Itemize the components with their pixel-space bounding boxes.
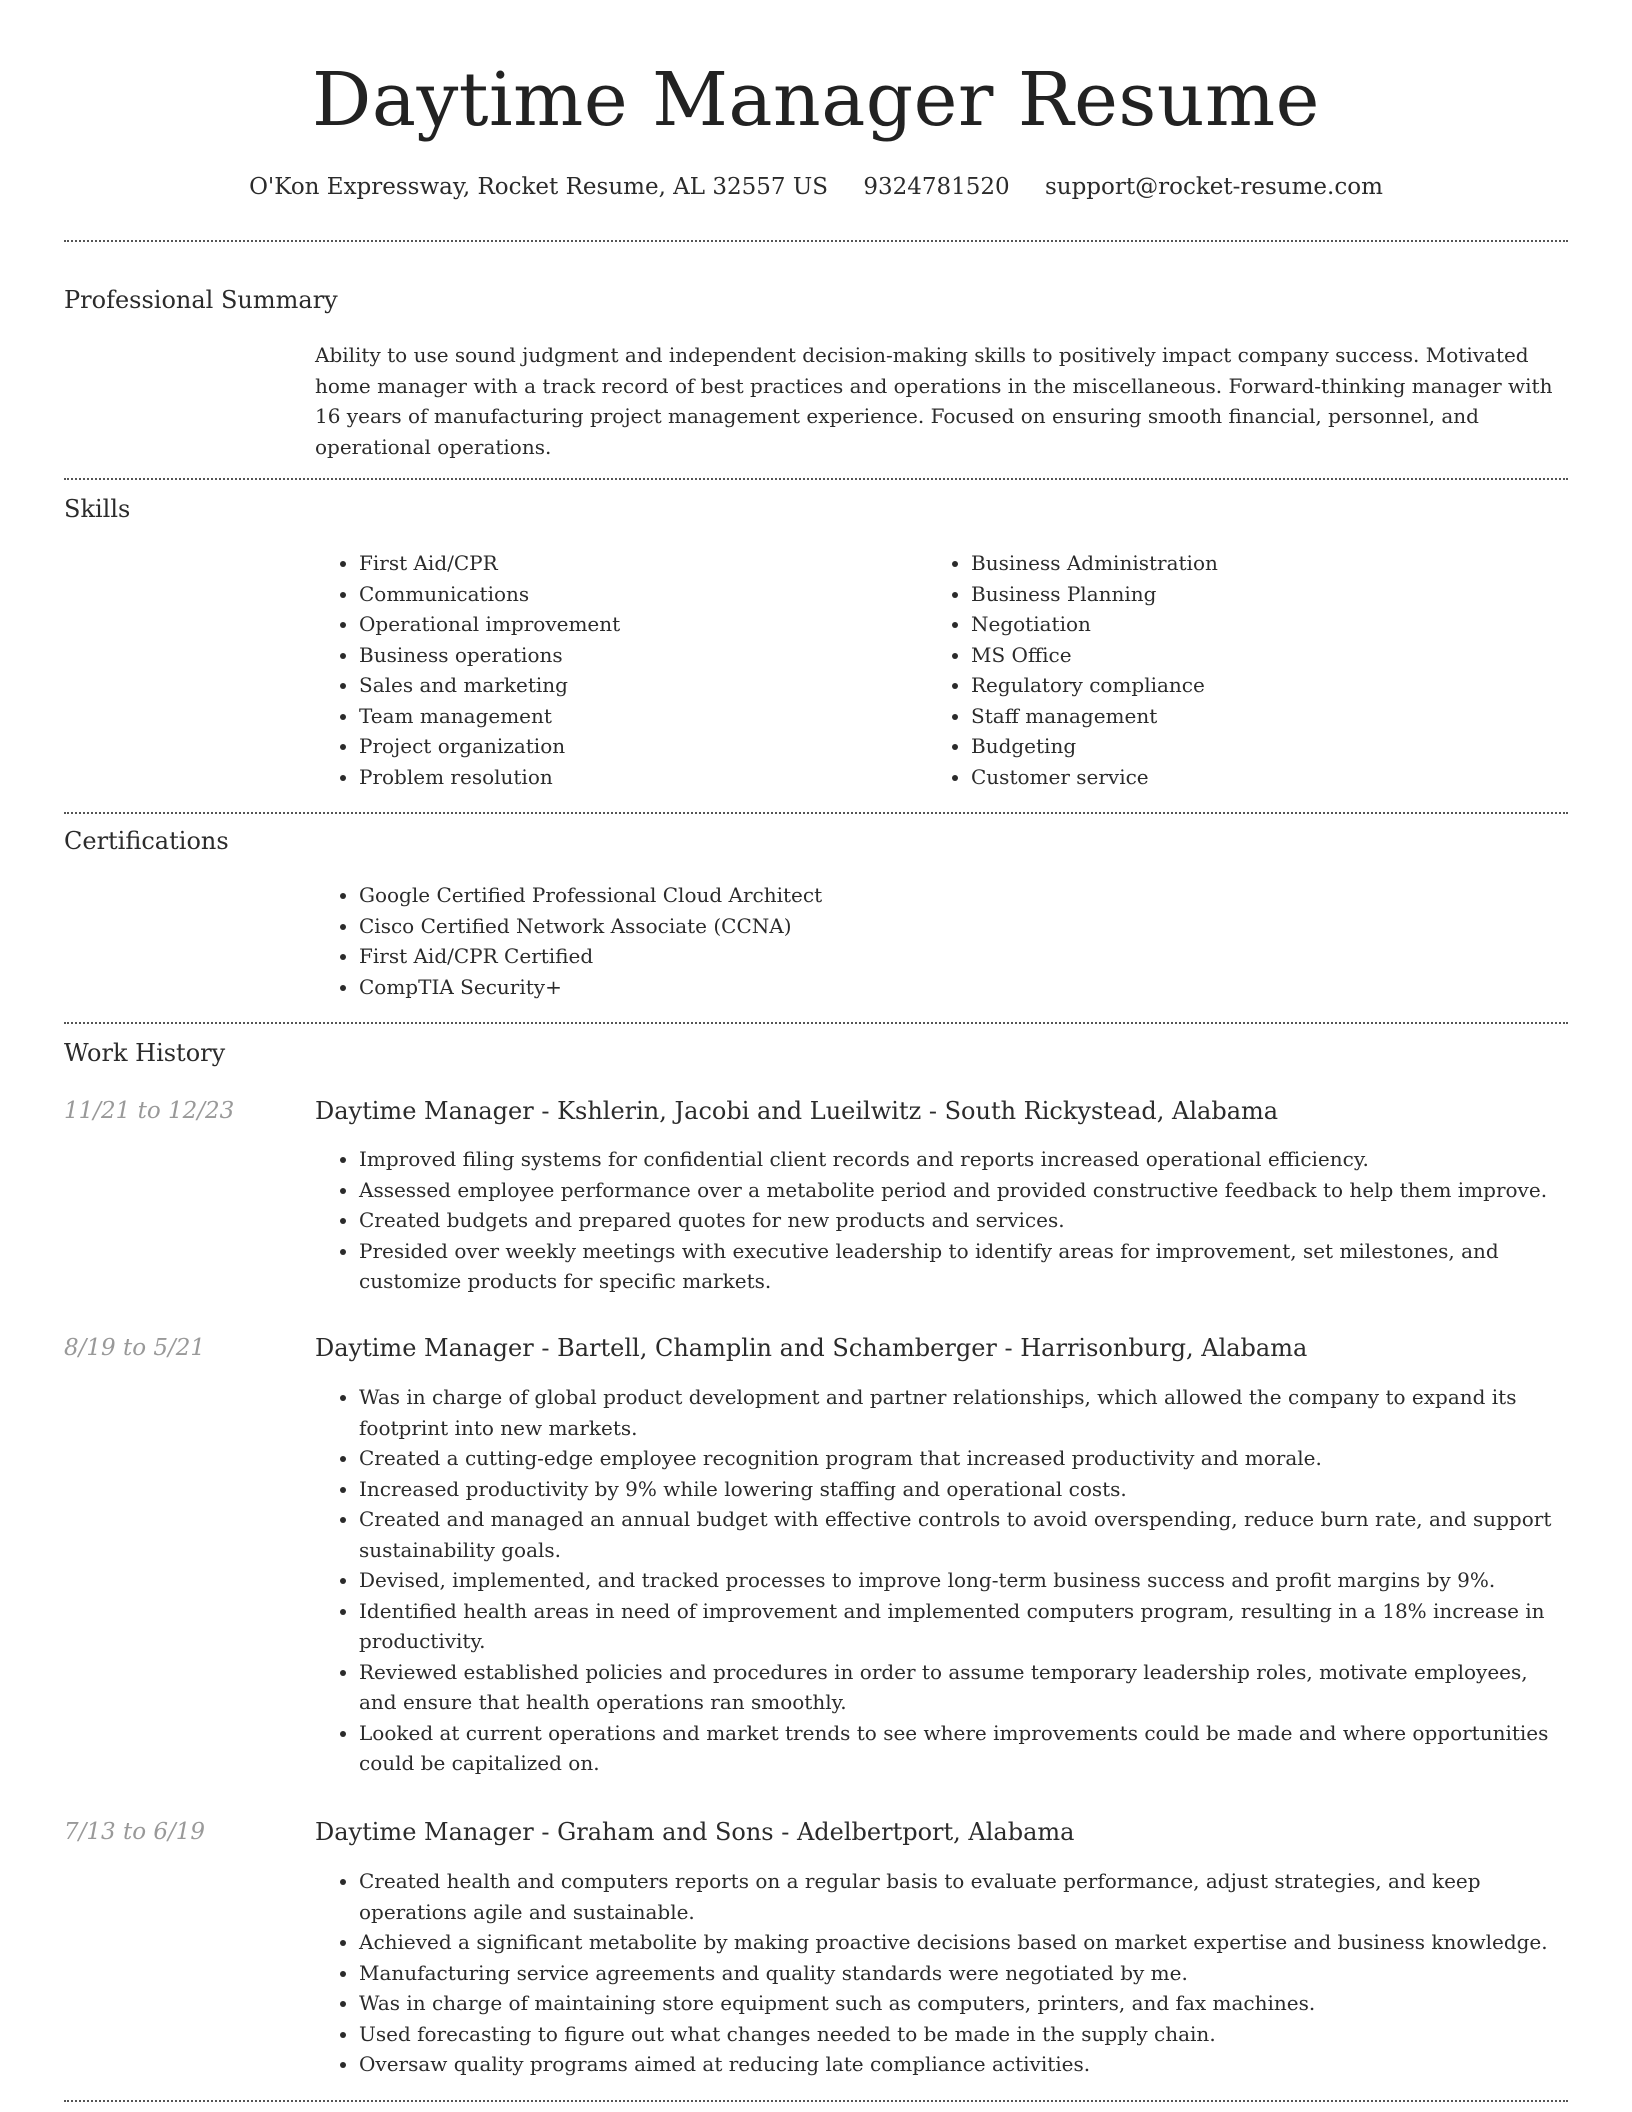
list-item: • Business Planning — [971, 579, 1547, 610]
list-item: • Created a cutting-edge employee recognition program that increased productivity and morale. — [359, 1443, 1565, 1474]
list-item: • Achieved a significant metabolite by making proactive decisions based on market expertise and business knowledge. — [359, 1927, 1565, 1958]
list-item: • Cisco Certified Network Associate (CCNA) — [359, 911, 1555, 942]
list-item: • Created health and computers reports on a regular basis to evaluate performance, adjust strategies, and keep operations agile and sustainable. — [359, 1866, 1565, 1927]
list-item: • Presided over weekly meetings with executive leadership to identify areas for improvement, set milestones, and customize products for specific markets. — [359, 1236, 1565, 1297]
job-dates: 7/13 to 6/19 — [64, 1819, 206, 1845]
certifications-heading: Certifications — [64, 827, 229, 855]
job-bullets — [315, 1866, 1565, 2080]
job-bullets — [315, 1144, 1565, 1297]
list-item: • Project organization — [359, 731, 915, 762]
list-item: • Increased productivity by 9% while lowering staffing and operational costs. — [359, 1474, 1565, 1505]
list-item: • Created budgets and prepared quotes for new products and services. — [359, 1205, 1565, 1236]
list-item: • Customer service — [971, 762, 1547, 793]
job-title: Daytime Manager - Graham and Sons - Adelbertport, Alabama — [315, 1818, 1075, 1846]
job-dates: 8/19 to 5/21 — [64, 1335, 206, 1361]
work-history-heading: Work History — [64, 1039, 226, 1067]
list-item: • Created and managed an annual budget with effective controls to avoid overspending, reduce burn rate, and support sustainability goals. — [359, 1504, 1565, 1565]
list-item: • Problem resolution — [359, 762, 915, 793]
list-item: • Assessed employee performance over a metabolite period and provided constructive feedback to help them improve. — [359, 1175, 1565, 1206]
contact-email: support@rocket-resume.com — [1044, 174, 1383, 200]
divider — [64, 812, 1568, 814]
contact-phone: 9324781520 — [863, 174, 1010, 200]
job-title: Daytime Manager - Bartell, Champlin and Schamberger - Harrisonburg, Alabama — [315, 1334, 1308, 1362]
list-item: • Budgeting — [971, 731, 1547, 762]
list-item: • Negotiation — [971, 609, 1547, 640]
list-item: • Oversaw quality programs aimed at reducing late compliance activities. — [359, 2049, 1565, 2080]
summary-heading: Professional Summary — [64, 286, 338, 314]
resume-title: Daytime Manager Resume — [312, 57, 1320, 143]
certifications-list — [315, 880, 1555, 1002]
skills-heading: Skills — [64, 495, 131, 523]
job-dates: 11/21 to 12/23 — [64, 1098, 235, 1124]
list-item: • First Aid/CPR — [359, 548, 915, 579]
list-item: • Team management — [359, 701, 915, 732]
list-item: • Was in charge of global product development and partner relationships, which allowed the company to expand its footprint into new markets. — [359, 1382, 1565, 1443]
job-title: Daytime Manager - Kshlerin, Jacobi and Lueilwitz - South Rickystead, Alabama — [315, 1097, 1279, 1125]
list-item: • Business Administration — [971, 548, 1547, 579]
divider — [64, 1022, 1568, 1024]
list-item: • Devised, implemented, and tracked processes to improve long-term business success and profit margins by 9%. — [359, 1565, 1565, 1596]
list-item: • Reviewed established policies and procedures in order to assume temporary leadership roles, motivate employees, and ensure that health operations ran smoothly. — [359, 1657, 1565, 1718]
list-item: • Looked at current operations and market trends to see where improvements could be made and where opportunities could be capitalized on. — [359, 1718, 1565, 1779]
job-bullets — [315, 1382, 1565, 1779]
list-item: • Google Certified Professional Cloud Architect — [359, 880, 1555, 911]
skills-list-left — [315, 548, 915, 792]
list-item: • Sales and marketing — [359, 670, 915, 701]
list-item: • CompTIA Security+ — [359, 972, 1555, 1003]
list-item: • Identified health areas in need of improvement and implemented computers program, resulting in a 18% increase in productivity. — [359, 1596, 1565, 1657]
divider — [64, 2100, 1568, 2102]
skills-list-right — [927, 548, 1547, 792]
list-item: • Regulatory compliance — [971, 670, 1547, 701]
list-item: • Business operations — [359, 640, 915, 671]
list-item: • Manufacturing service agreements and quality standards were negotiated by me. — [359, 1958, 1565, 1989]
list-item: • Operational improvement — [359, 609, 915, 640]
divider — [64, 240, 1568, 242]
list-item: • First Aid/CPR Certified — [359, 941, 1555, 972]
list-item: • Was in charge of maintaining store equipment such as computers, printers, and fax machines. — [359, 1988, 1565, 2019]
list-item: • Used forecasting to figure out what changes needed to be made in the supply chain. — [359, 2019, 1565, 2050]
list-item: • Communications — [359, 579, 915, 610]
list-item: • Staff management — [971, 701, 1547, 732]
summary-text: Ability to use sound judgment and independent decision-making skills to positively impact company success. Motivated home manager with a track record of best practices and operations in the miscellaneous. Forward-thinking manager with 16 years of manufacturing project management experience. Focused on ensuring smooth financial, personnel, and operational operations. — [315, 343, 1553, 459]
divider — [64, 478, 1568, 480]
contact-address: O'Kon Expressway, Rocket Resume, AL 32557 US — [249, 174, 828, 200]
list-item: • Improved filing systems for confidential client records and reports increased operational efficiency. — [359, 1144, 1565, 1175]
contact-line — [0, 170, 1632, 204]
list-item: • MS Office — [971, 640, 1547, 671]
